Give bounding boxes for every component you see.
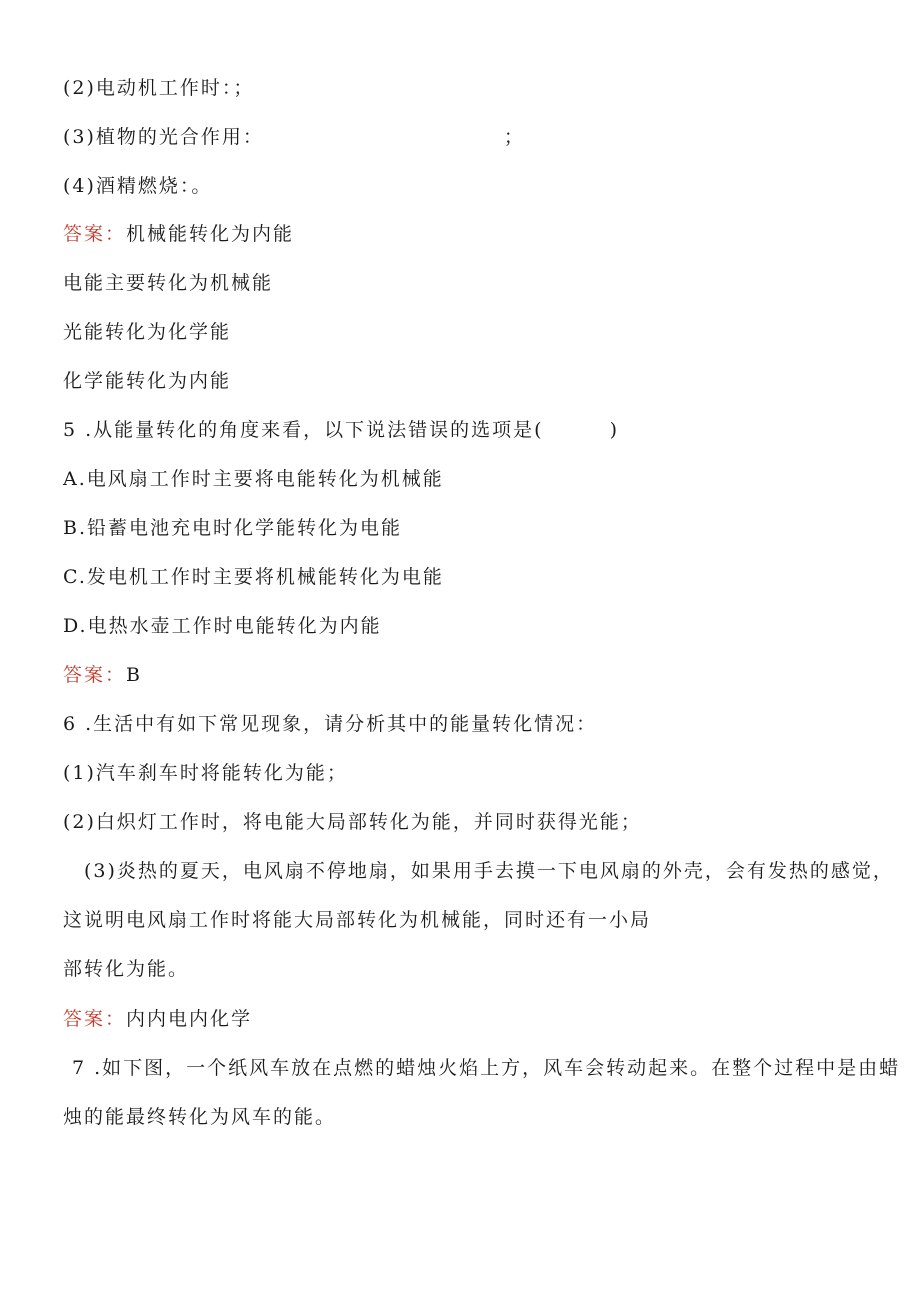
q5-option-c: C.发电机工作时主要将机械能转化为电能: [63, 566, 444, 588]
q5-option-a: A.电风扇工作时主要将电能转化为机械能: [63, 468, 444, 490]
q5-stem: [63, 418, 619, 442]
q4-answer: [63, 222, 294, 246]
q7-stem-line-2: 烛的能最终转化为风车的能。: [63, 1106, 337, 1128]
q6-item-3-line-1: (3)炎热的夏天，电风扇不停地扇，如果用手去摸一下电风扇的外壳，会有发热的感觉，: [84, 860, 894, 882]
q4-item-2: (2)电动机工作时：；: [63, 77, 255, 99]
q6-stem: 6 .生活中有如下常见现象，请分析其中的能量转化情况：: [63, 713, 598, 735]
q6-item-2: (2)白炽灯工作时，将电能大局部转化为能，并同时获得光能；: [63, 811, 642, 833]
answer-label: 答案：: [63, 664, 127, 686]
q6-item-3-line-2: 这说明电风扇工作时将能大局部转化为机械能，同时还有一小局: [63, 909, 652, 931]
q4-item-3: [63, 125, 525, 149]
q4-answer-line-1: 机械能转化为内能: [126, 223, 295, 245]
q6-item-3-line-3: 部转化为能。: [63, 958, 190, 980]
q5-option-b: B.铅蓄电池充电时化学能转化为电能: [63, 517, 403, 539]
q6-answer-value: 内内电内化学: [126, 1008, 253, 1030]
q7-stem-line-1: 7 .如下图，一个纸风车放在点燃的蜡烛火焰上方，风车会转动起来。在整个过程中是由蜡: [72, 1057, 901, 1079]
answer-label: 答案：: [63, 1008, 127, 1030]
q5-stem-text: 5 .从能量转化的角度来看，以下说法错误的选项是(: [63, 419, 544, 441]
q4-answer-line-2: 电能主要转化为机械能: [63, 272, 274, 294]
answer-label: 答案：: [63, 223, 127, 245]
q6-item-1: (1)汽车刹车时将能转化为能；: [63, 762, 348, 784]
q5-stem-close: ): [609, 419, 620, 441]
q4-answer-line-3: 光能转化为化学能: [63, 321, 232, 343]
q4-item-3-text: (3)植物的光合作用：: [63, 126, 264, 148]
q5-answer: [63, 663, 142, 687]
q4-item-4: (4)酒精燃烧：。: [63, 175, 213, 197]
q4-item-3-end: ；: [503, 126, 525, 148]
q4-answer-line-4: 化学能转化为内能: [63, 370, 232, 392]
q5-option-d: D.电热水壶工作时电能转化为内能: [63, 615, 382, 637]
q6-answer: [63, 1007, 252, 1031]
q5-answer-value: B: [126, 664, 142, 686]
